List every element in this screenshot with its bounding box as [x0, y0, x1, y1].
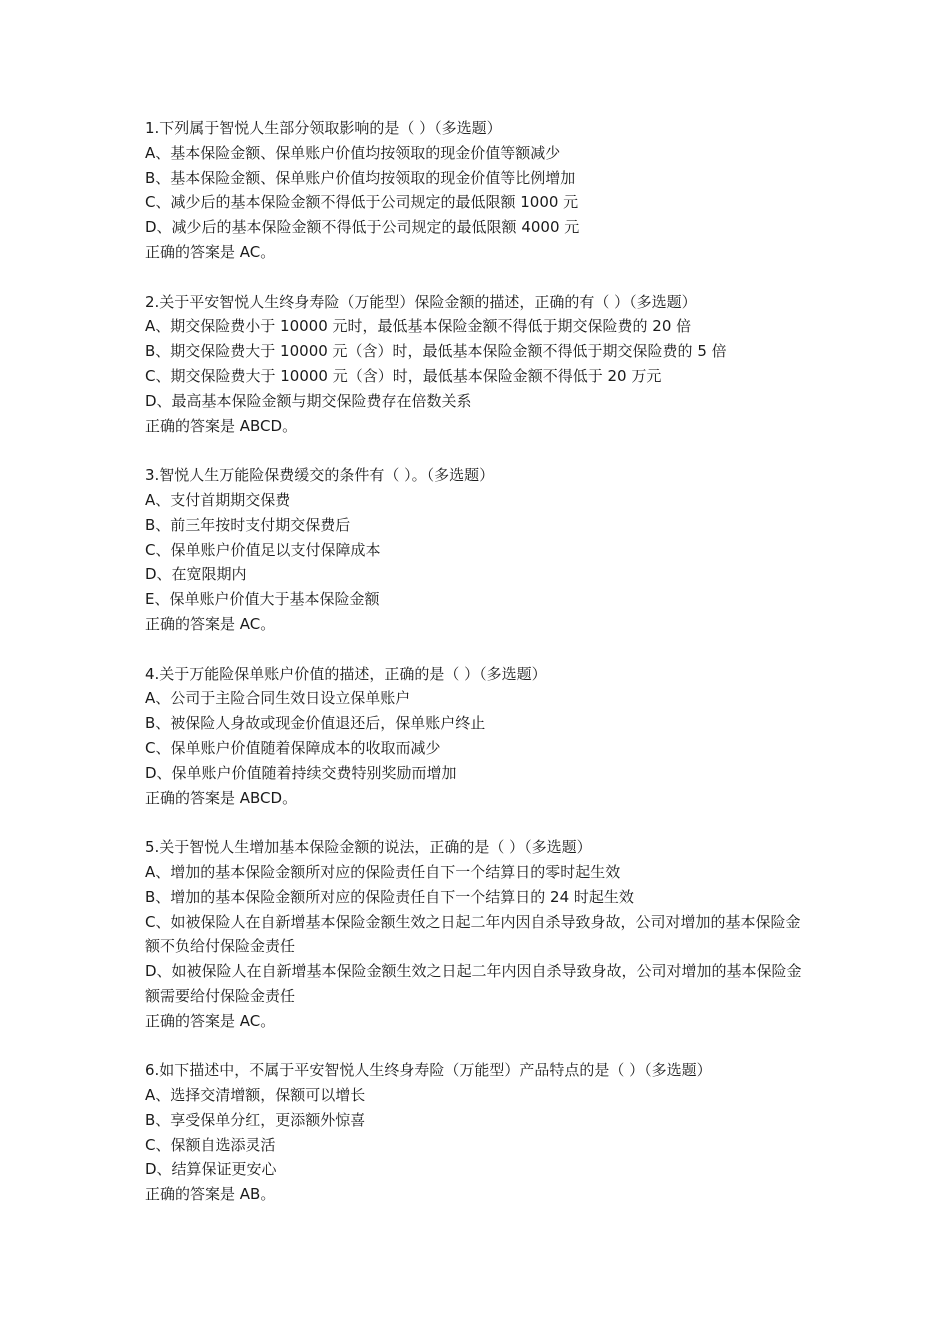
- option-d: D、最高基本保险金额与期交保险费存在倍数关系: [145, 391, 472, 410]
- option-b: B、增加的基本保险金额所对应的保险责任自下一个结算日的 24 时起生效: [145, 887, 634, 906]
- answer-line: 正确的答案是 AC。: [145, 614, 276, 633]
- option-b: B、前三年按时支付期交保费后: [145, 515, 351, 534]
- question-6: [145, 1058, 815, 1207]
- answer-line: 正确的答案是 AC。: [145, 1011, 276, 1030]
- option-d: D、减少后的基本保险金额不得低于公司规定的最低限额 4000 元: [145, 218, 580, 237]
- option-b: B、基本保险金额、保单账户价值均按领取的现金价值等比例增加: [145, 168, 576, 187]
- option-c: C、保单账户价值随着保障成本的收取而减少: [145, 738, 441, 757]
- question-1: [145, 116, 815, 265]
- option-d: D、在宽限期内: [145, 565, 247, 584]
- option-c: C、如被保险人在自新增基本保险金额生效之日起二年内因自杀导致身故，公司对增加的基本保险金额不负给付保险金责任: [145, 912, 801, 956]
- option-c: C、减少后的基本保险金额不得低于公司规定的最低限额 1000 元: [145, 193, 579, 212]
- option-d: D、如被保险人在自新增基本保险金额生效之日起二年内因自杀导致身故，公司对增加的基本保险金额需要给付保险金责任: [145, 962, 802, 1005]
- answer-line: 正确的答案是 ABCD。: [145, 416, 298, 435]
- answer-line: 正确的答案是 AB。: [145, 1185, 276, 1204]
- option-b: B、享受保单分红，更添额外惊喜: [145, 1110, 366, 1129]
- option-d: D、保单账户价值随着持续交费特别奖励而增加: [145, 763, 457, 782]
- option-a: A、选择交清增额，保额可以增长: [145, 1086, 366, 1105]
- answer-line: 正确的答案是 AC。: [145, 242, 276, 261]
- option-a: A、基本保险金额、保单账户价值均按领取的现金价值等额减少: [145, 143, 561, 162]
- option-b: B、期交保险费大于 10000 元（含）时，最低基本保险金额不得低于期交保险费的 5 倍: [145, 342, 727, 361]
- option-a: A、公司于主险合同生效日设立保单账户: [145, 689, 411, 708]
- option-a: A、支付首期期交保费: [145, 490, 291, 509]
- question-5: [145, 835, 815, 1033]
- question-3: [145, 463, 815, 637]
- question-stem: 2.关于平安智悦人生终身寿险（万能型）保险金额的描述，正确的有（ ）（多选题）: [145, 292, 697, 311]
- option-a: A、期交保险费小于 10000 元时，最低基本保险金额不得低于期交保险费的 20 倍: [145, 317, 692, 336]
- option-b: B、被保险人身故或现金价值退还后，保单账户终止: [145, 714, 486, 733]
- question-2: [145, 290, 815, 439]
- question-stem: 1.下列属于智悦人生部分领取影响的是（ ）（多选题）: [145, 119, 502, 137]
- option-c: C、保额自选添灵活: [145, 1135, 276, 1154]
- question-stem: 3.智悦人生万能险保费缓交的条件有（ ）。（多选题）: [145, 466, 495, 485]
- question-stem: 4.关于万能险保单账户价值的描述，正确的是（ ）（多选题）: [145, 664, 547, 683]
- document-page: [145, 116, 815, 1232]
- question-stem: 6.如下描述中，不属于平安智悦人生终身寿险（万能型）产品特点的是（ ）（多选题）: [145, 1061, 712, 1080]
- option-a: A、增加的基本保险金额所对应的保险责任自下一个结算日的零时起生效: [145, 862, 621, 881]
- option-d: D、结算保证更安心: [145, 1160, 277, 1179]
- option-c: C、期交保险费大于 10000 元（含）时，最低基本保险金额不得低于 20 万元: [145, 366, 662, 385]
- question-stem: 5.关于智悦人生增加基本保险金额的说法，正确的是（ ）（多选题）: [145, 838, 592, 857]
- question-4: [145, 662, 815, 811]
- answer-line: 正确的答案是 ABCD。: [145, 788, 298, 807]
- option-c: C、保单账户价值足以支付保障成本: [145, 540, 381, 559]
- option-e: E、保单账户价值大于基本保险金额: [145, 590, 380, 609]
